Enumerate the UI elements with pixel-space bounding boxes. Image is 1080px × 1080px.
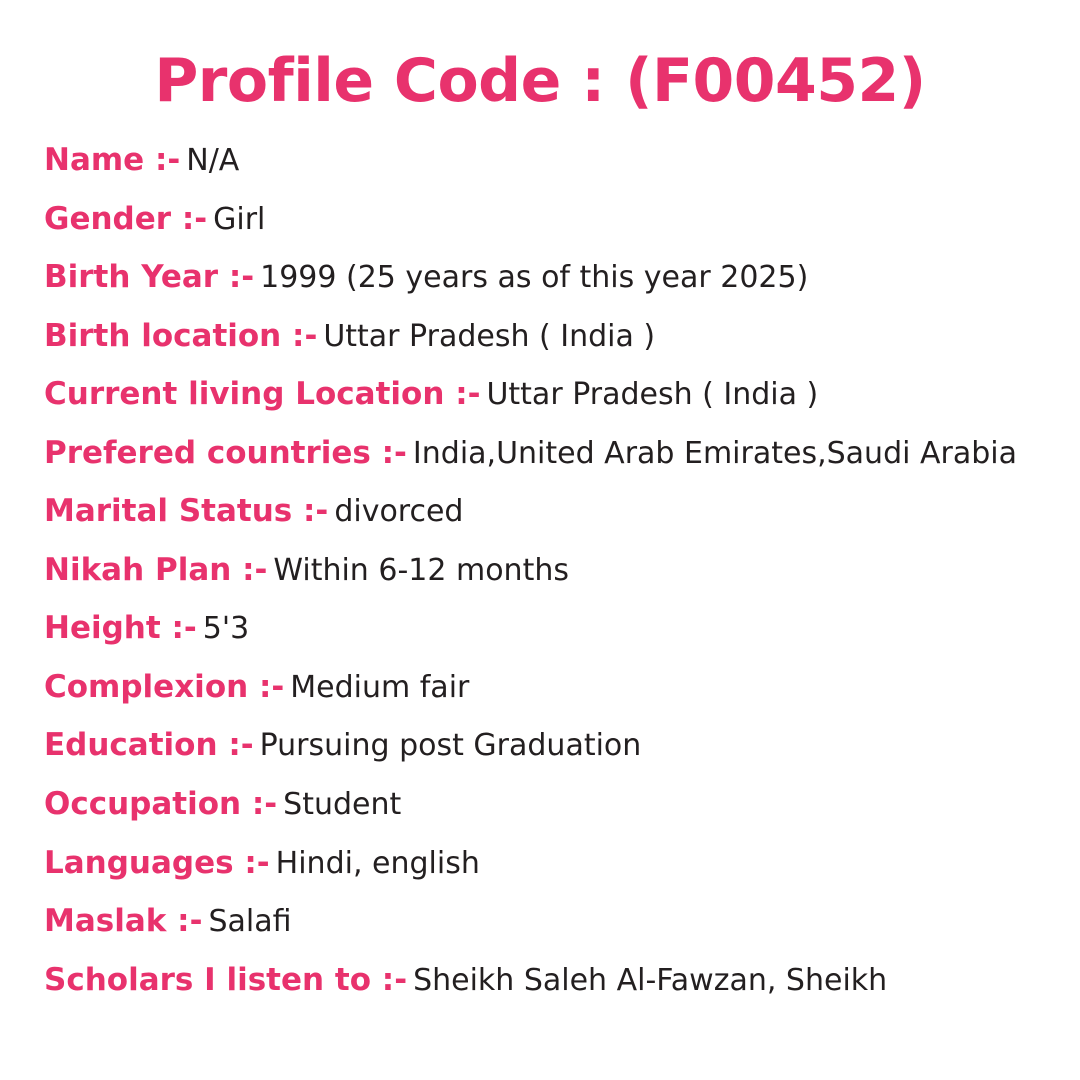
field-label: Prefered countries :-: [44, 434, 407, 471]
field-label: Maslak :-: [44, 903, 203, 940]
field-label: Education :-: [44, 727, 254, 764]
field-label: Languages :-: [44, 844, 270, 881]
profile-field-maslak: [44, 905, 1040, 938]
field-value: Pursuing post Graduation: [259, 728, 642, 764]
field-value: Uttar Pradesh ( India ): [323, 318, 656, 354]
profile-field-occupation: [44, 788, 1040, 821]
field-value: Sheikh Saleh Al-Fawzan, Sheikh: [413, 962, 888, 998]
field-value: N/A: [186, 143, 240, 178]
profile-field-height: [44, 612, 1040, 645]
field-label: Nikah Plan :-: [44, 551, 268, 588]
field-value: India,United Arab Emirates,Saudi Arabia: [412, 435, 1017, 471]
field-value: Student: [283, 787, 402, 823]
profile-field-education: [44, 729, 1040, 762]
field-label: Current living Location :-: [44, 376, 481, 413]
field-label: Birth location :-: [44, 317, 318, 354]
field-label: Gender :-: [44, 200, 208, 237]
profile-field-name: [44, 144, 1040, 177]
profile-field-prefered-countries: [44, 434, 1040, 471]
field-label: Birth Year :-: [44, 259, 255, 296]
page-title: Profile Code : (F00452): [154, 46, 926, 116]
profile-field-gender: [44, 200, 1040, 237]
field-value: Salafi: [208, 904, 292, 940]
field-value: divorced: [334, 494, 464, 530]
profile-field-list: [40, 144, 1040, 996]
field-label: Complexion :-: [44, 668, 285, 705]
field-label: Marital Status :-: [44, 493, 329, 530]
profile-field-current-living-location: [44, 378, 1040, 411]
field-value: Girl: [213, 201, 266, 237]
field-value: Within 6-12 months: [273, 552, 569, 588]
profile-field-birth-year: [44, 261, 1040, 294]
field-label: Occupation :-: [44, 786, 278, 823]
field-value: Uttar Pradesh ( India ): [486, 377, 819, 413]
profile-field-complexion: [44, 668, 1040, 705]
field-value: 1999 (25 years as of this year 2025): [260, 260, 809, 296]
profile-field-birth-location: [44, 317, 1040, 354]
field-label: Name :-: [44, 142, 181, 178]
profile-field-marital-status: [44, 495, 1040, 528]
field-value: Hindi, english: [275, 845, 480, 881]
field-label: Height :-: [44, 610, 197, 647]
profile-field-languages: [44, 844, 1040, 881]
profile-field-nikah-plan: [44, 551, 1040, 588]
profile-field-scholars: [44, 961, 1040, 998]
field-value: 5'3: [202, 611, 250, 647]
field-label: Scholars I listen to :-: [44, 961, 408, 998]
field-value: Medium fair: [290, 669, 470, 705]
